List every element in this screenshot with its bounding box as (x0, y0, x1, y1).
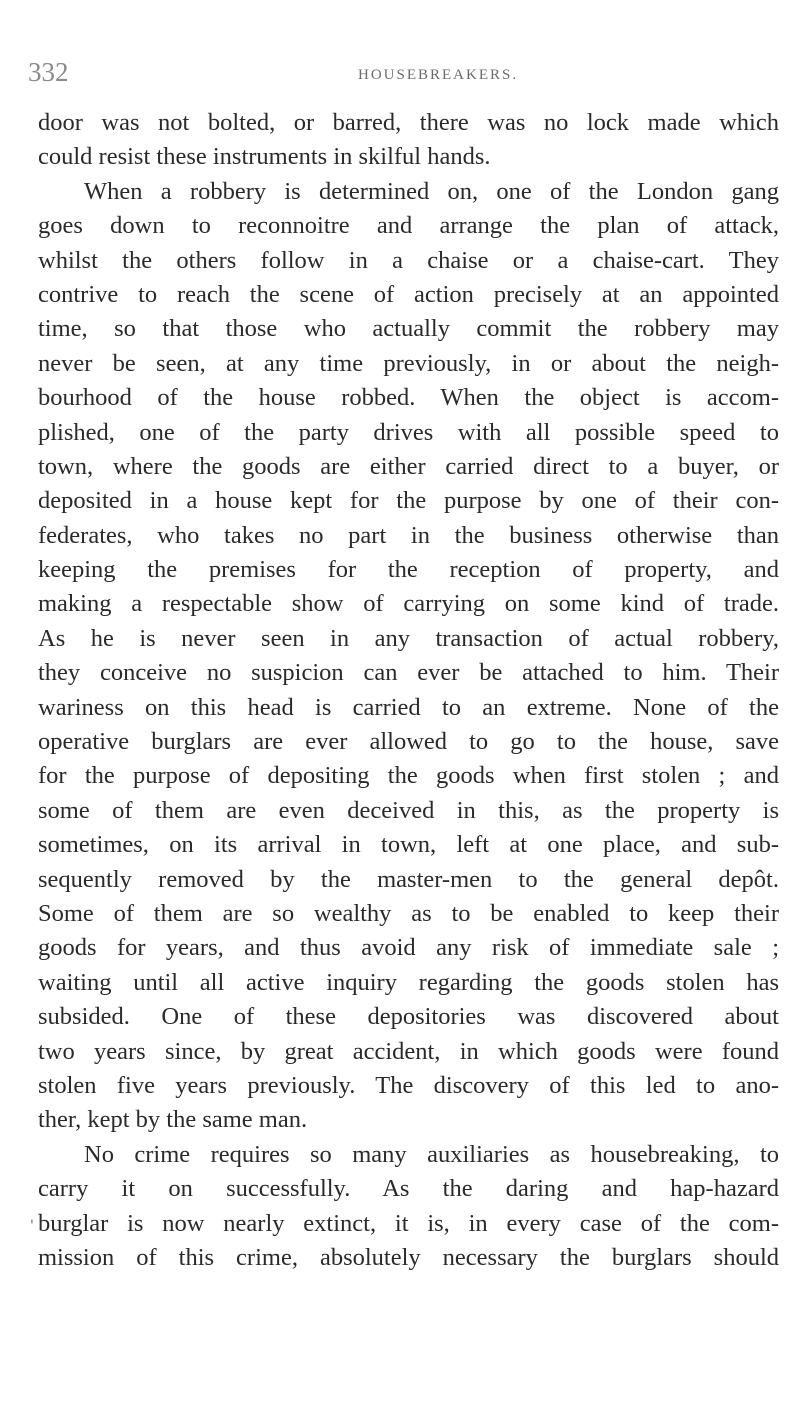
text-line: for the purpose of depositing the goods when first stolen ; and (38, 762, 779, 790)
text-line: could resist these instruments in skilful hands. (38, 143, 491, 171)
text-line: Some of them are so wealthy as to be enabled to keep their (38, 899, 779, 927)
text-line: bourhood of the house robbed. When the object is accom- (38, 384, 779, 412)
text-line: plished, one of the party drives with all possible speed to (38, 418, 779, 446)
text-line: town, where the goods are either carried direct to a buyer, or (38, 452, 779, 480)
text-line: subsided. One of these depositories was discovered about (38, 1003, 779, 1031)
text-line: No crime requires so many auxiliaries as housebreaking, to (84, 1140, 779, 1168)
text-line: they conceive no suspicion can ever be attached to him. Their (38, 659, 779, 687)
text-line: whilst the others follow in a chaise or a chaise-cart. They (38, 246, 779, 274)
text-line: contrive to reach the scene of action precisely at an appointed (38, 280, 779, 308)
text-line: goes down to reconnoitre and arrange the plan of attack, (38, 212, 779, 240)
text-line: never be seen, at any time previously, in or about the neigh- (38, 349, 779, 377)
running-head: HOUSEBREAKERS. (358, 67, 519, 83)
page-number: 332 (28, 57, 69, 87)
text-line: mission of this crime, absolutely necessary the burglars should (38, 1243, 779, 1271)
text-line: wariness on this head is carried to an extreme. None of the (38, 693, 779, 721)
text-line: keeping the premises for the reception of property, and (38, 556, 779, 584)
text-line: sometimes, on its arrival in town, left at one place, and sub- (38, 831, 779, 859)
text-line: waiting until all active inquiry regarding the goods stolen has (38, 968, 779, 996)
text-line: two years since, by great accident, in which goods were found (38, 1037, 779, 1065)
text-line: operative burglars are ever allowed to go to the house, save (38, 728, 779, 756)
text-line: goods for years, and thus avoid any risk of immediate sale ; (38, 934, 779, 962)
text-line: making a respectable show of carrying on some kind of trade. (38, 590, 779, 618)
text-line: sequently removed by the master-men to the general depôt. (38, 865, 779, 893)
text-line: federates, who takes no part in the business otherwise than (38, 521, 779, 549)
text-line: some of them are even deceived in this, as the property is (38, 796, 779, 824)
text-line: stolen five years previously. The discovery of this led to ano- (38, 1071, 779, 1099)
text-line: As he is never seen in any transaction of actual robbery, (38, 624, 779, 652)
text-line: carry it on successfully. As the daring and hap-hazard (38, 1175, 779, 1203)
page-header (28, 57, 788, 93)
text-line: door was not bolted, or barred, there was no lock made which (38, 109, 779, 136)
text-line: time, so that those who actually commit the robbery may (38, 315, 779, 343)
body-text (38, 106, 779, 1275)
margin-mark: ' (30, 1218, 34, 1234)
text-line: ther, kept by the same man. (38, 1106, 308, 1134)
text-line: deposited in a house kept for the purpose by one of their con- (38, 487, 779, 515)
text-line: When a robbery is determined on, one of the London gang (84, 177, 779, 205)
text-line: burglar is now nearly extinct, it is, in every case of the com- (38, 1209, 779, 1237)
